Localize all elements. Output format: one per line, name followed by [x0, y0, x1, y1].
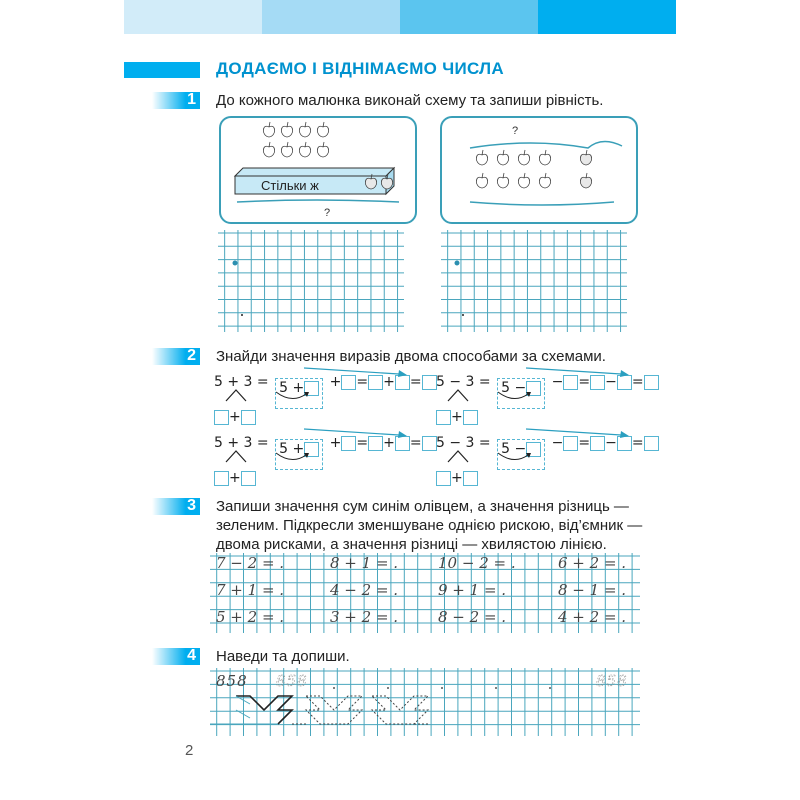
split-lines: [444, 388, 474, 402]
apple-icon: [580, 150, 591, 165]
answer-box[interactable]: [422, 436, 437, 451]
answer-grid-left[interactable]: [218, 230, 404, 332]
answer-box[interactable]: [241, 471, 256, 486]
task-4-number: 4: [187, 647, 196, 664]
card-1-illustration: [221, 118, 415, 222]
pattern-traced-2: 858: [596, 672, 628, 690]
arrow-icon: [526, 366, 636, 378]
split-lines: [444, 449, 474, 463]
apples-group-top: [263, 122, 328, 157]
card-1-question: ?: [324, 207, 331, 219]
pattern-solid: 858: [216, 672, 248, 690]
answer-box[interactable]: [436, 410, 451, 425]
apple-icon: [539, 150, 550, 165]
expression-scheme: 5 − 3 = 5 − − = − = +: [436, 433, 659, 486]
page-title: ДОДАЄМО І ВІДНІМАЄМО ЧИСЛА: [216, 59, 504, 78]
handwritten-expression: 4 + 2 = .: [558, 608, 627, 626]
apple-icon: [281, 122, 292, 137]
expression-left: 5 − 3 =: [436, 435, 491, 451]
top-bar-segment-2: [262, 0, 400, 34]
apple-icon: [317, 122, 328, 137]
answer-box[interactable]: [214, 471, 229, 486]
handwritten-expression: 8 + 1 = .: [330, 554, 399, 572]
arrow-icon: [304, 366, 414, 378]
handwritten-expression: 6 + 2 = .: [558, 554, 627, 572]
answer-box[interactable]: [463, 471, 478, 486]
expression-inner: 5 −: [501, 380, 527, 396]
answer-box[interactable]: [463, 410, 478, 425]
grid-start-dot: [455, 261, 460, 266]
expression-inner: 5 +: [279, 380, 305, 396]
task-2-number: 2: [187, 347, 196, 364]
task-1-badge: [152, 92, 200, 109]
bottom-brace: [470, 202, 614, 205]
task-3-text: [216, 497, 642, 554]
split-lines: [222, 388, 252, 402]
handwritten-expression: 5 + 2 = .: [216, 608, 285, 626]
grid-small-dot: [241, 314, 243, 316]
task-3-badge: [152, 498, 200, 515]
expression-left: 5 − 3 =: [436, 374, 491, 390]
expression-inner: 5 −: [501, 441, 527, 457]
arrow-icon: [304, 427, 414, 439]
page-number: 2: [185, 742, 194, 759]
apple-icon: [263, 122, 274, 137]
apple-icon: [299, 122, 310, 137]
handwritten-expression: 8 − 1 = .: [558, 581, 627, 599]
curved-arrow-icon: [496, 451, 536, 465]
handwritten-expression: 3 + 2 = .: [330, 608, 399, 626]
apple-icon: [299, 142, 310, 157]
handwritten-expression: 10 − 2 = .: [438, 554, 516, 572]
apples-group: [476, 150, 591, 188]
apple-icon: [580, 173, 591, 188]
brace-line: [237, 200, 399, 202]
pattern-zigzag-traced: [292, 696, 428, 724]
answer-box[interactable]: [644, 436, 659, 451]
op: −: [551, 435, 564, 451]
handwritten-expression: 4 − 2 = .: [330, 581, 399, 599]
apple-icon: [497, 150, 508, 165]
op: −: [551, 374, 564, 390]
expression-scheme: 5 + 3 = 5 + + = + = +: [214, 372, 437, 425]
continuation-dots: [333, 687, 551, 689]
expression-inner: 5 +: [279, 441, 305, 457]
task-4-badge: [152, 648, 200, 665]
grid-small-dot: [462, 314, 464, 316]
top-color-bar: [124, 0, 676, 34]
task-4-grid[interactable]: [210, 668, 640, 736]
split-boxes: +: [436, 470, 659, 486]
task-1-text: До кожного малюнка виконай схему та запиши рівність.: [216, 92, 604, 109]
answer-box[interactable]: [644, 375, 659, 390]
task-4-text: Наведи та допиши.: [216, 648, 350, 665]
expression-left: 5 + 3 =: [214, 435, 269, 451]
curved-arrow-icon: [496, 390, 536, 404]
task-3-grid[interactable]: [210, 553, 640, 633]
top-brace: [470, 141, 622, 148]
answer-box[interactable]: [422, 375, 437, 390]
op: −: [605, 435, 617, 451]
answer-grid-right[interactable]: [441, 230, 627, 332]
task-1-number: 1: [187, 91, 196, 108]
answer-box[interactable]: [241, 410, 256, 425]
apple-icon: [518, 150, 529, 165]
answer-box[interactable]: [214, 410, 229, 425]
expression-scheme: 5 − 3 = 5 − − = − = +: [436, 372, 659, 425]
grid-start-dot: [233, 261, 238, 266]
title-accent-bar: [124, 62, 200, 78]
split-boxes: +: [214, 409, 437, 425]
curved-arrow-icon: [274, 390, 314, 404]
apple-icon: [539, 173, 550, 188]
top-bar-segment-4: [538, 0, 676, 34]
apple-icon: [476, 173, 487, 188]
apple-icon: [281, 142, 292, 157]
split-boxes: +: [436, 409, 659, 425]
apple-icon: [263, 142, 274, 157]
op: −: [605, 374, 617, 390]
box-label: Стільки ж: [261, 178, 319, 193]
op: +: [383, 374, 395, 390]
task-3-number: 3: [187, 497, 196, 514]
task-1-card-1: [219, 116, 417, 224]
card-2-illustration: [442, 118, 636, 222]
handwritten-expression: 7 + 1 = .: [216, 581, 285, 599]
task-2-text: Знайди значення виразів двома способами за схемами.: [216, 348, 606, 365]
pattern-zigzag-solid: [210, 696, 292, 724]
answer-box[interactable]: [436, 471, 451, 486]
expression-left: 5 + 3 =: [214, 374, 269, 390]
op: +: [329, 374, 342, 390]
pattern-traced-1: 858: [276, 672, 308, 690]
arrow-icon: [526, 427, 636, 439]
expression-scheme: 5 + 3 = 5 + + = + = +: [214, 433, 437, 486]
apple-icon: [497, 173, 508, 188]
task-2-badge: [152, 348, 200, 365]
task-3-expressions: [216, 554, 626, 626]
task-3-line-1: Запиши значення сум синім олівцем, а значення різниць —: [216, 498, 629, 515]
task-3-line-2: зеленим. Підкресли зменшуване однією рискою, від’ємник —: [216, 517, 643, 534]
handwritten-expression: 9 + 1 = .: [438, 581, 507, 599]
op: +: [383, 435, 395, 451]
curved-arrow-icon: [274, 451, 314, 465]
split-boxes: +: [214, 470, 437, 486]
handwritten-expression: 8 − 2 = .: [438, 608, 507, 626]
apple-icon: [476, 150, 487, 165]
apple-icon: [317, 142, 328, 157]
task-3-line-3: двома рисками, а значення різниці — хвилястою лінією.: [216, 536, 607, 553]
top-bar-segment-3: [400, 0, 538, 34]
apple-icon: [518, 173, 529, 188]
handwritten-expression: 7 − 2 = .: [216, 554, 285, 572]
split-lines: [222, 449, 252, 463]
op: +: [329, 435, 342, 451]
task-1-card-2: [440, 116, 638, 224]
box-top: [235, 168, 394, 176]
top-bar-segment-1: [124, 0, 262, 34]
card-2-question: ?: [512, 125, 519, 137]
